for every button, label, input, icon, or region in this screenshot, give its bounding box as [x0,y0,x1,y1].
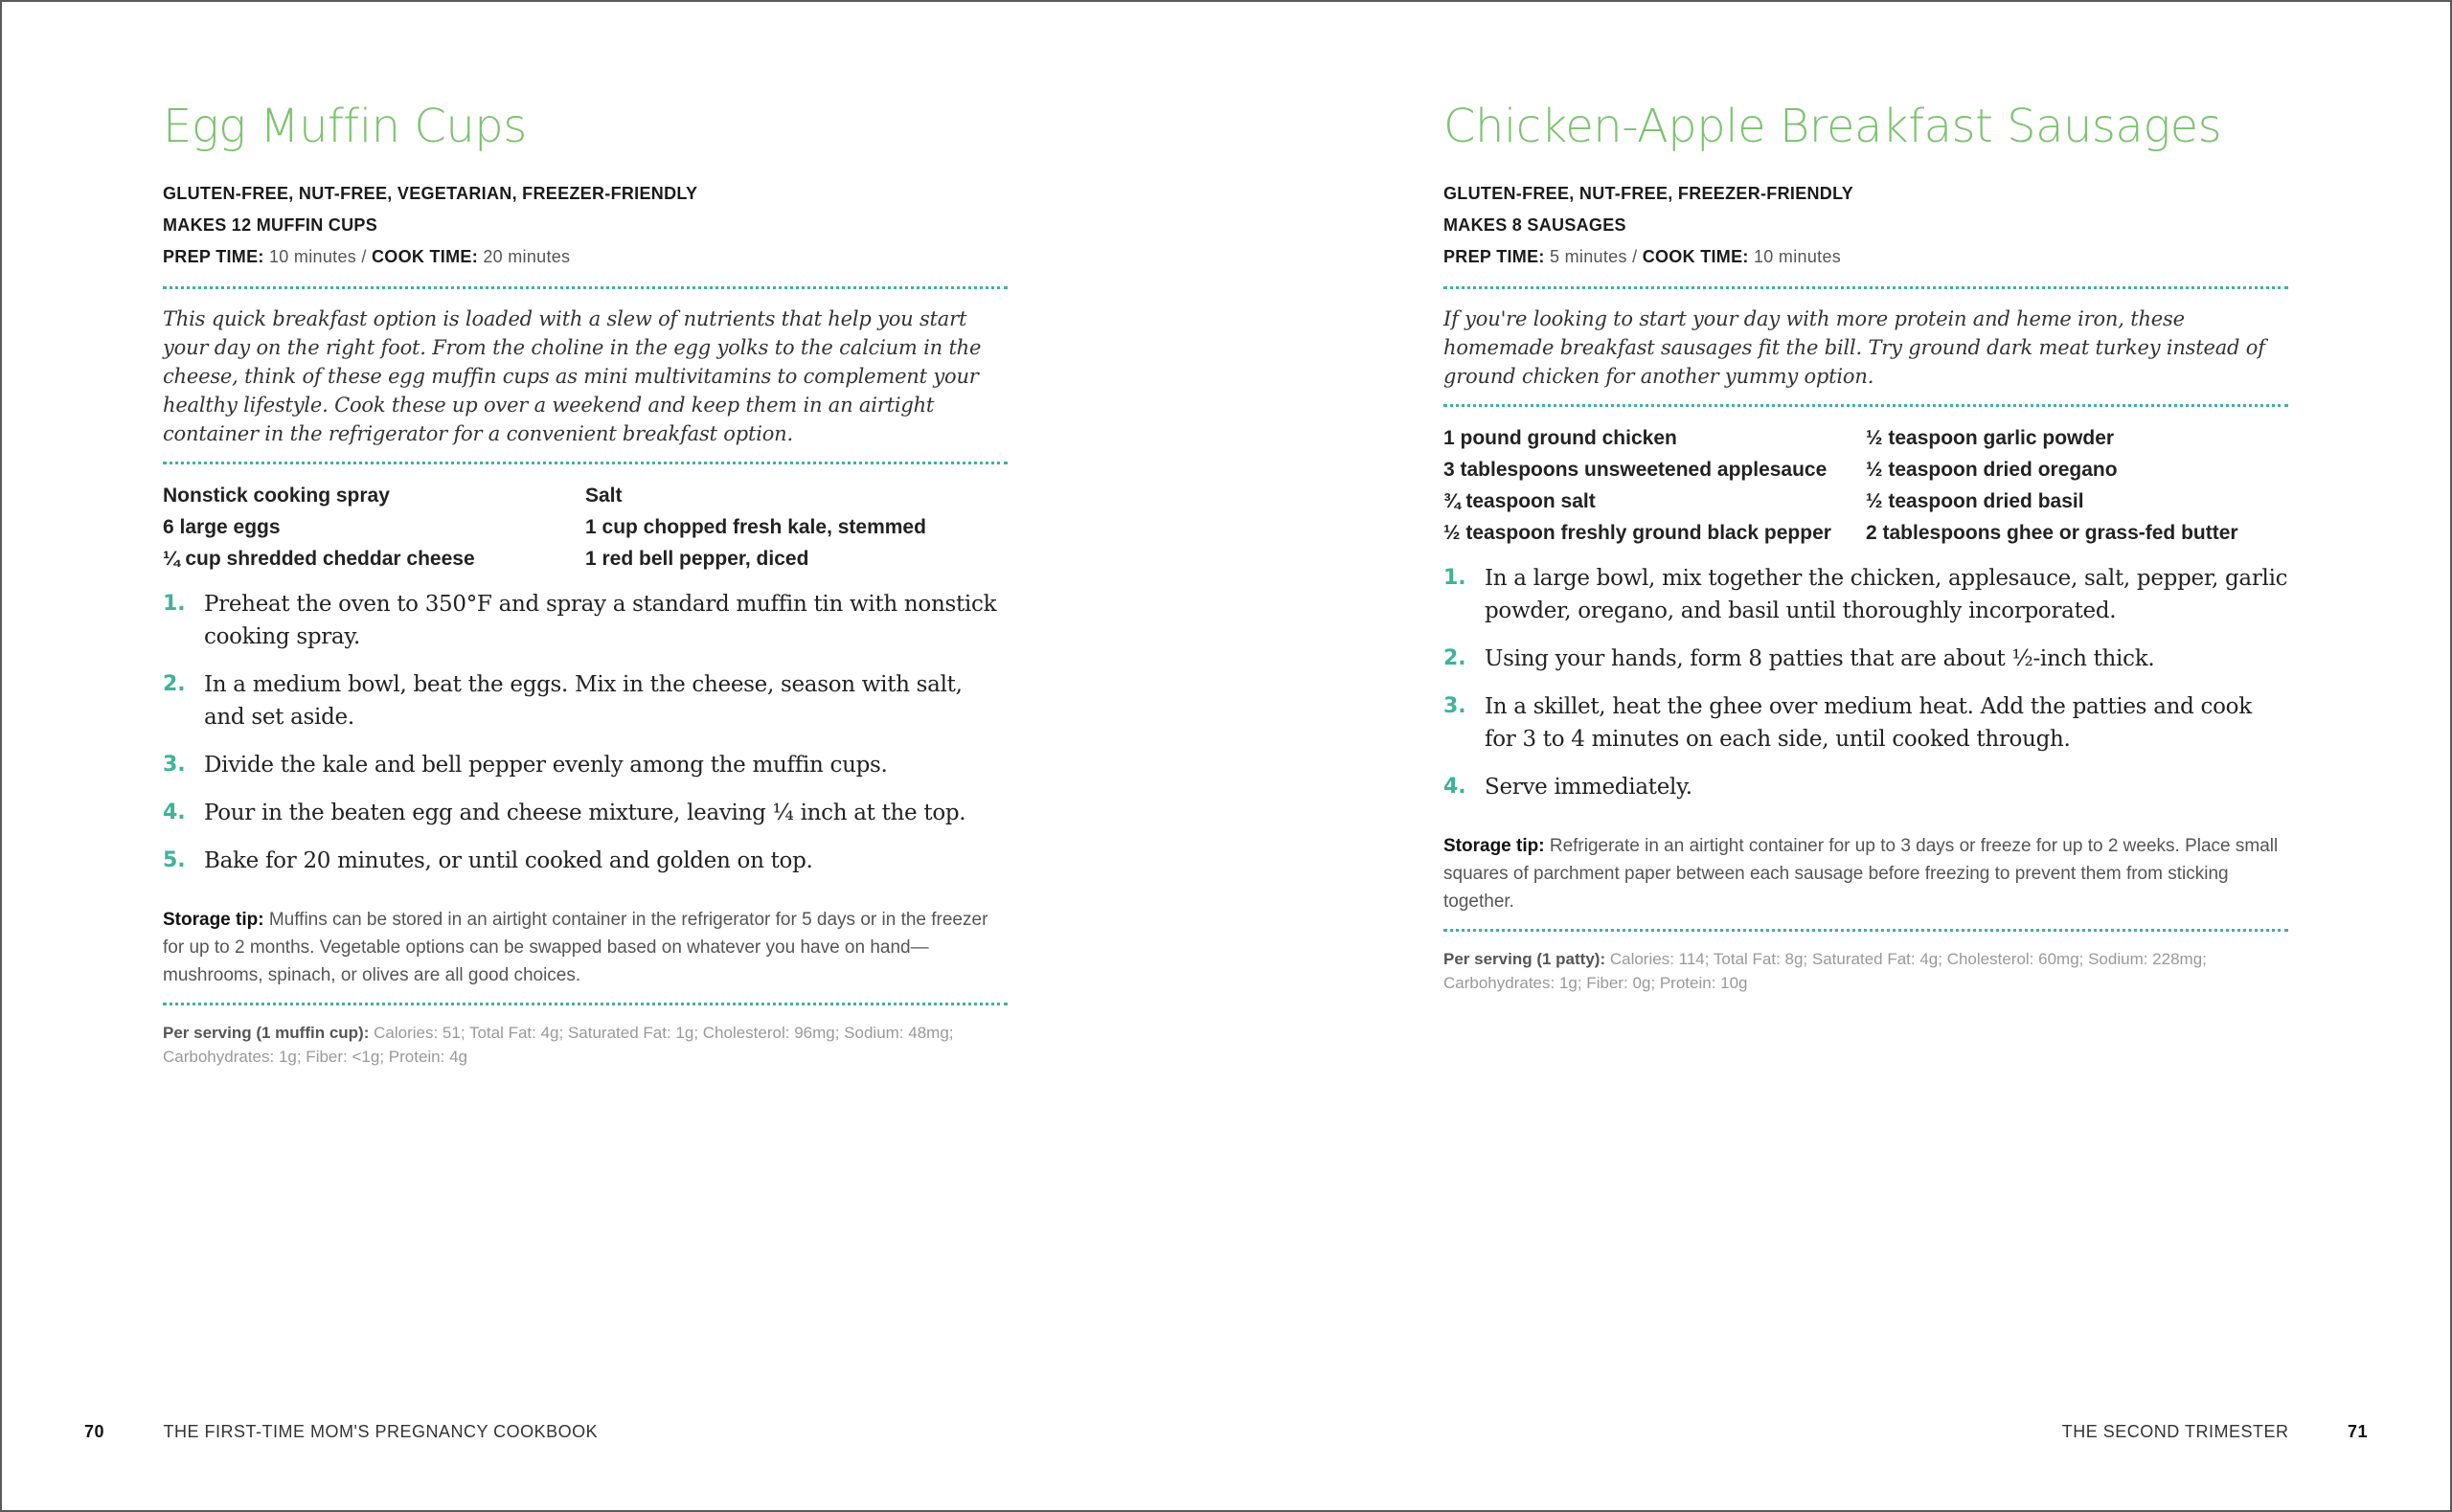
instruction-step [163,668,1008,733]
page-number: 71 [2347,1422,2368,1441]
page-footer [84,1422,598,1442]
ingredient-item: 1 pound ground chicken [1443,427,1677,449]
instruction-step [163,845,1008,877]
ingredient-item: ½ teaspoon dried basil [1866,490,2084,512]
step-number: 2. [1443,646,1466,670]
cook-value: 20 minutes [483,247,571,266]
storage-tip [163,906,1008,989]
nutrition-info [163,1021,1008,1069]
right-page [1226,0,2452,1512]
page-number: 70 [84,1422,105,1441]
cook-label: COOK TIME: [1642,247,1749,266]
ingredient-item: 6 large eggs [163,516,281,538]
step-number: 4. [163,801,186,824]
recipe-title: Chicken-Apple Breakfast Sausages [1443,100,2222,153]
recipe-chicken-apple-sausages [1443,96,2288,995]
recipe-intro: This quick breakfast option is loaded with a slew of nutrients that help you start your day on the right foot. From the choline in the egg yolks to the calcium in the cheese, think of these egg muffin cups as mini multivitamins to complement your healthy lifestyle. Cook these up over a weekend and keep them in an airtight container in the refrigerator for a convenient breakfast option. [163,307,982,445]
running-title: THE SECOND TRIMESTER [2061,1422,2289,1441]
step-number: 4. [1443,775,1466,799]
step-text: Serve immediately. [1485,775,1692,800]
ingredient-item: ¼ cup shredded cheddar cheese [163,548,475,570]
step-text: Preheat the oven to 350°F and spray a standard muffin tin with nonstick cooking spray. [204,592,997,649]
divider [1443,404,2288,407]
ingredient-item: ¾ teaspoon salt [1443,490,1596,512]
step-text: Bake for 20 minutes, or until cooked and golden on top. [204,848,813,873]
step-text: In a medium bowl, beat the eggs. Mix in the cheese, season with salt, and set aside. [204,672,963,730]
step-number: 3. [1443,694,1466,718]
ingredient-item: ½ teaspoon freshly ground black pepper [1443,522,1831,544]
nutrition-info [1443,947,2288,995]
ingredients-column-2 [585,480,1008,575]
step-number: 1. [1443,566,1466,590]
recipe-egg-muffin-cups [163,96,1008,1069]
divider [163,286,1008,289]
running-title: THE FIRST-TIME MOM'S PREGNANCY COOKBOOK [163,1422,599,1441]
instruction-step [1443,771,2288,803]
step-text: Using your hands, form 8 patties that are about ½-inch thick. [1485,646,2155,671]
nutrition-label: Per serving (1 muffin cup): [163,1024,370,1042]
ingredient-item: Nonstick cooking spray [163,485,390,507]
divider [163,1003,1008,1005]
time-separator: / [361,247,367,266]
prep-label: PREP TIME: [163,247,264,266]
ingredients-column-2 [1866,422,2288,549]
storage-tip-text: Refrigerate in an airtight container for up to 3 days or freeze for up to 2 weeks. Place small squares of parchment paper between each sausage before freezing to prevent them from sticking together. [1443,836,2279,912]
prep-label: PREP TIME: [1443,247,1545,266]
prep-value: 5 minutes [1550,247,1627,266]
step-number: 1. [163,592,186,616]
recipe-yield: MAKES 8 SAUSAGES [1443,215,1626,235]
recipe-tags: GLUTEN-FREE, NUT-FREE, FREEZER-FRIENDLY [1443,184,1854,203]
instructions-list [1443,562,2288,803]
step-text: Divide the kale and bell pepper evenly among the muffin cups. [204,753,888,778]
recipe-tags: GLUTEN-FREE, NUT-FREE, VEGETARIAN, FREEZER-FRIENDLY [163,184,698,203]
divider [1443,929,2288,932]
ingredient-item: 1 red bell pepper, diced [585,548,809,570]
ingredient-item: 1 cup chopped fresh kale, stemmed [585,516,926,538]
recipe-yield: MAKES 12 MUFFIN CUPS [163,215,378,235]
ingredients-list [163,480,1008,575]
prep-value: 10 minutes [269,247,357,266]
recipe-times [1443,241,2288,273]
storage-tip [1443,832,2288,915]
step-number: 5. [163,848,186,872]
ingredients-list [1443,422,2288,549]
instruction-step [1443,643,2288,675]
ingredients-column-1 [163,480,585,575]
step-number: 2. [163,672,186,696]
time-separator: / [1632,247,1638,266]
recipe-title: Egg Muffin Cups [163,100,527,153]
instruction-step [163,588,1008,653]
ingredient-item: ½ teaspoon garlic powder [1866,427,2115,449]
recipe-times [163,241,1008,273]
ingredient-item: 3 tablespoons unsweetened applesauce [1443,459,1828,481]
instruction-step [163,749,1008,781]
divider [163,462,1008,464]
page-footer [2062,1422,2368,1442]
step-text: In a skillet, heat the ghee over medium heat. Add the patties and cook for 3 to 4 minutes on each side, until cooked through. [1485,694,2252,752]
step-text: Pour in the beaten egg and cheese mixture, leaving ¼ inch at the top. [204,801,966,825]
storage-tip-label: Storage tip: [1443,836,1545,856]
instruction-step [163,797,1008,829]
ingredient-item: Salt [585,485,623,507]
recipe-intro: If you're looking to start your day with more protein and heme iron, these homemade breakfast sausages fit the bill. Try ground dark meat turkey instead of ground chicken for another yummy option. [1443,307,2265,388]
nutrition-label: Per serving (1 patty): [1443,950,1606,968]
nutrition-text: Calories: 51; Total Fat: 4g; Saturated Fat: 1g; Cholesterol: 96mg; Sodium: 48mg; Carbohydrates: 1g; Fiber: <1g; Protein: 4g [163,1024,954,1066]
instructions-list [163,588,1008,877]
instruction-step [1443,562,2288,627]
divider [1443,286,2288,289]
storage-tip-text: Muffins can be stored in an airtight container in the refrigerator for 5 days or in the freezer for up to 2 months. Vegetable options can be swapped based on whatever you have on hand—mushrooms, spinach, or olives are all good choices. [163,910,988,985]
step-text: In a large bowl, mix together the chicken, applesauce, salt, pepper, garlic powder, oregano, and basil until thoroughly incorporated. [1485,566,2288,623]
ingredient-item: 2 tablespoons ghee or grass-fed butter [1866,522,2238,544]
nutrition-text: Calories: 114; Total Fat: 8g; Saturated Fat: 4g; Cholesterol: 60mg; Sodium: 228mg; Carbohydrates: 1g; Fiber: 0g; Protein: 10g [1443,950,2207,992]
instruction-step [1443,690,2288,756]
cook-label: COOK TIME: [372,247,478,266]
ingredients-column-1 [1443,422,1866,549]
cook-value: 10 minutes [1754,247,1842,266]
step-number: 3. [163,753,186,777]
ingredient-item: ½ teaspoon dried oregano [1866,459,2118,481]
storage-tip-label: Storage tip: [163,910,264,930]
